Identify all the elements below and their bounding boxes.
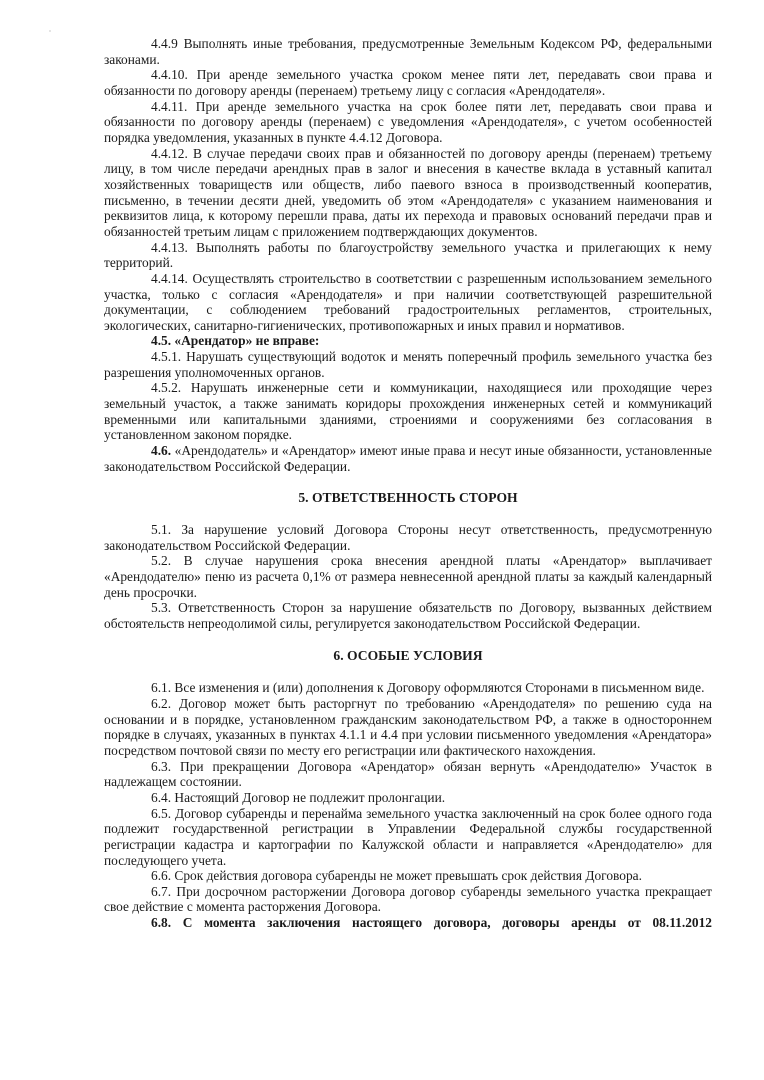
paragraph-4-5-1: 4.5.1. Нарушать существующий водоток и менять поперечный профиль земельного участка без разрешения уполномоченных органов. bbox=[104, 349, 712, 380]
paragraph-6-5: 6.5. Договор субаренды и перенайма земельного участка заключенный на срок более одного года подлежит государственной регистрации в Управлении Федеральной службы государственной регистрации кадастра и картографии по Калужской области и направляется «Арендодателю» для последующего учета. bbox=[104, 805, 712, 868]
paragraph-4-4-13: 4.4.13. Выполнять работы по благоустройству земельного участка и прилегающих к нему территорий. bbox=[104, 239, 712, 271]
paragraph-6-4: 6.4. Настоящий Договор не подлежит пролонгации. bbox=[151, 789, 446, 805]
paragraph-6-2: 6.2. Договор может быть расторгнут по требованию «Арендодателя» по решению суда на основании и в порядке, установленном гражданским законодательством РФ, а также в одностороннем порядке в случаях, указанных в пунктах 4.1.1 и 4.4 при условии письменного уведомления «Арендатора» посредством почтовой связи по месту его регистрации или фактического нахождения. bbox=[104, 695, 712, 758]
paragraph-4-4-9: 4.4.9 Выполнять иные требования, предусмотренные Земельным Кодексом РФ, федеральными законами. bbox=[104, 36, 712, 67]
paragraph-4-5-2: 4.5.2. Нарушать инженерные сети и коммуникации, находящиеся или проходящие через земельный участок, а также занимать коридоры прохождения инженерных сетей и коммуникаций временными или капитальными зданиями, строениями и сооружениями без согласования в установленном законом порядке. bbox=[104, 380, 712, 443]
paragraph-5-1: 5.1. За нарушение условий Договора Стороны несут ответственность, предусмотренную законодательством Российской Федерации. bbox=[104, 522, 712, 553]
section-5-heading: 5. ОТВЕТСТВЕННОСТЬ СТОРОН bbox=[298, 490, 518, 506]
paragraph-4-4-12: 4.4.12. В случае передачи своих прав и обязанностей по договору аренды (перенаем) третьему лицу, в том числе передачи арендных прав в залог и внесения в качестве вклада в уставный капитал хозяйственных товариществ или обществ, либо паевого взноса в производственный кооператив, письменно, в течении десяти дней, уведомить об этом «Арендодателя» с указанием наименования и реквизитов лица, к которому перешли права, даты их перехода и правовых оснований передачи прав и обязанностей третьим лицам с приложением подтверждающих документов. bbox=[104, 145, 712, 239]
paragraph-4-6 bbox=[104, 443, 712, 474]
document-page bbox=[104, 36, 712, 931]
paragraph-6-7: 6.7. При досрочном расторжении Договора договор субаренды земельного участка прекращает свое действие с момента расторжения Договора. bbox=[104, 883, 712, 915]
scan-speck bbox=[49, 30, 51, 32]
paragraph-4-4-10: 4.4.10. При аренде земельного участка сроком менее пяти лет, передавать свои права и обязанности по договору аренды (перенаем) третьему лицу с согласия «Арендодателя». bbox=[104, 67, 712, 98]
paragraph-6-3: 6.3. При прекращении Договора «Арендатор» обязан вернуть «Арендодателю» Участок в надлежащем состоянии. bbox=[104, 758, 712, 790]
paragraph-4-6-label: 4.6. bbox=[151, 443, 172, 459]
subheading-4-5: 4.5. «Арендатор» не вправе: bbox=[151, 333, 320, 349]
section-6-heading: 6. ОСОБЫЕ УСЛОВИЯ bbox=[333, 647, 483, 663]
paragraph-5-3: 5.3. Ответственность Сторон за нарушение обязательств по Договору, вызванных действием обстоятельств непреодолимой силы, регулируется законодательством Российской Федерации. bbox=[104, 600, 712, 631]
paragraph-6-6: 6.6. Срок действия договора субаренды не может превышать срок действия Договора. bbox=[151, 868, 642, 884]
paragraph-4-4-11: 4.4.11. При аренде земельного участка на срок более пяти лет, передавать свои права и обязанности по договору аренды (перенаем) с уведомления «Арендодателя», с учетом особенностей порядка уведомления, указанных в пункте 4.4.12 Договора. bbox=[104, 98, 712, 145]
paragraph-6-8: 6.8. С момента заключения настоящего договора, договоры аренды от 08.11.2012 bbox=[151, 915, 712, 931]
paragraph-5-2: 5.2. В случае нарушения срока внесения арендной платы «Арендатор» выплачивает «Арендодателю» пеню из расчета 0,1% от размера невнесенной арендной платы за каждый календарный день просрочки. bbox=[104, 553, 712, 600]
paragraph-4-6-text: «Арендодатель» и «Арендатор» имеют иные права и несут иные обязанности, установленные законодательством Российской Федерации. bbox=[104, 443, 712, 474]
paragraph-4-4-14: 4.4.14. Осуществлять строительство в соответствии с разрешенным использованием земельного участка, только с согласия «Арендодателя» и при наличии соответствующей разрешительной документации, с соблюдением требований градостроительных регламентов, строительных, экологических, санитарно-гигиенических, противопожарных и иных правил и нормативов. bbox=[104, 270, 712, 333]
paragraph-6-1: 6.1. Все изменения и (или) дополнения к Договору оформляются Сторонами в письменном виде. bbox=[151, 680, 705, 696]
